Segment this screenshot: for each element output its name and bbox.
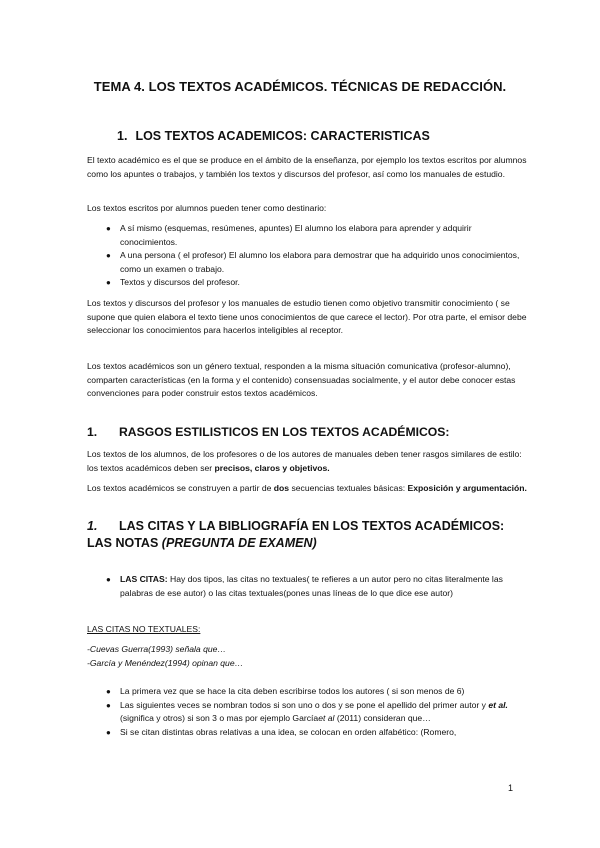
section-1-paragraph-2: Los textos escritos por alumnos pueden tener como destinario: <box>87 203 327 213</box>
bullet-icon: ● <box>106 251 111 261</box>
list-item: ● Las siguientes veces se nombran todos si son uno o dos y se pone el apellido del primer autor y et al. (significa y otros) si son 3 o mas por ejemplo Garcíaet al (2011) consideran que… <box>106 699 508 724</box>
section-2-paragraph-1: Los textos de los alumnos, de los profesores o de los autores de manuales deben tener rasgos similares de estilo: los textos académicos deben ser precisos, claros y objetivos. <box>87 449 522 473</box>
section-2-heading <box>87 425 449 439</box>
list-item: ● LAS CITAS: Hay dos tipos, las citas no textuales( te refieres a un autor pero no citas literalmente las palabras de ese autor) o las citas textuales(pones unas líneas de lo que dice ese autor) <box>106 574 503 598</box>
citas-no-textuales-subheading: LAS CITAS NO TEXTUALES: <box>87 624 201 634</box>
section-1-paragraph-1: El texto académico es el que se produce en el ámbito de la enseñanza, por ejemplo los textos escritos por alumnos como los apuntes o trabajos, y también los textos y discursos del profesor, así como los manuales de estudio. <box>87 155 527 179</box>
section-3-number: 1. <box>87 519 98 533</box>
document-title: TEMA 4. LOS TEXTOS ACADÉMICOS. TÉCNICAS DE REDACCIÓN. <box>93 79 507 94</box>
citation-example-2: -García y Menéndez(1994) opinan que… <box>87 658 244 668</box>
citas-bullet-list <box>87 573 527 600</box>
bullet-icon: ● <box>106 687 111 696</box>
section-1-heading <box>117 129 430 143</box>
bullet-icon: ● <box>106 727 111 737</box>
section-1-bullet-list <box>87 222 527 290</box>
list-item: ● La primera vez que se hace la cita deben escribirse todos los autores ( si son menos de 6) <box>87 685 527 699</box>
section-3-heading: 1. LAS CITAS Y LA BIBLIOGRAFÍA EN LOS TEXTOS ACADÉMICOS: LAS NOTAS (PREGUNTA DE EXAMEN) <box>87 519 505 550</box>
list-item: ● Si se citan distintas obras relativas a una idea, se colocan en orden alfabético: (Romero, <box>87 726 527 740</box>
citation-example-1: -Cuevas Guerra(1993) señala que… <box>87 644 227 654</box>
section-2-number: 1. <box>87 425 98 439</box>
list-item: ● Textos y discursos del profesor. <box>87 276 527 290</box>
list-item: ● A sí mismo (esquemas, resúmenes, apuntes) El alumno los elabora para aprender y adquirir conocimientos. <box>106 223 472 247</box>
citation-rules-list <box>87 685 527 739</box>
section-2-heading-text: RASGOS ESTILISTICOS EN LOS TEXTOS ACADÉMICOS: <box>119 425 450 439</box>
bullet-icon: ● <box>106 700 111 710</box>
page-number: 1 <box>508 783 514 793</box>
bullet-icon: ● <box>106 278 111 288</box>
section-1-heading-text: LOS TEXTOS ACADEMICOS: CARACTERISTICAS <box>135 129 430 143</box>
bullet-icon: ● <box>106 575 111 584</box>
list-item: ● A una persona ( el profesor) El alumno los elabora para demostrar que ha adquirido unos conocimientos, como un examen o trabajo. <box>106 250 520 274</box>
section-1-paragraph-3: Los textos y discursos del profesor y los manuales de estudio tienen como objetivo transmitir conocimiento ( se supone que quien elabora el texto tiene unos conocimientos de que carece el lector). Por otra parte, el emisor debe seleccionar los conocimientos para hacerlos inteligibles al receptor. <box>87 298 527 336</box>
section-2-paragraph-2: Los textos académicos se construyen a partir de dos secuencias textuales básicas: Exposición y argumentación. <box>87 483 527 493</box>
bullet-icon: ● <box>106 224 111 233</box>
section-1-number: 1. <box>117 129 128 143</box>
section-1-paragraph-4: Los textos académicos son un género textual, responden a la misma situación comunicativa (profesor-alumno), comparten características (en la forma y el contenido) consensuadas socialmente, y el autor debe conocer estas convenciones para poder construir estos textos académicos. <box>87 361 516 399</box>
